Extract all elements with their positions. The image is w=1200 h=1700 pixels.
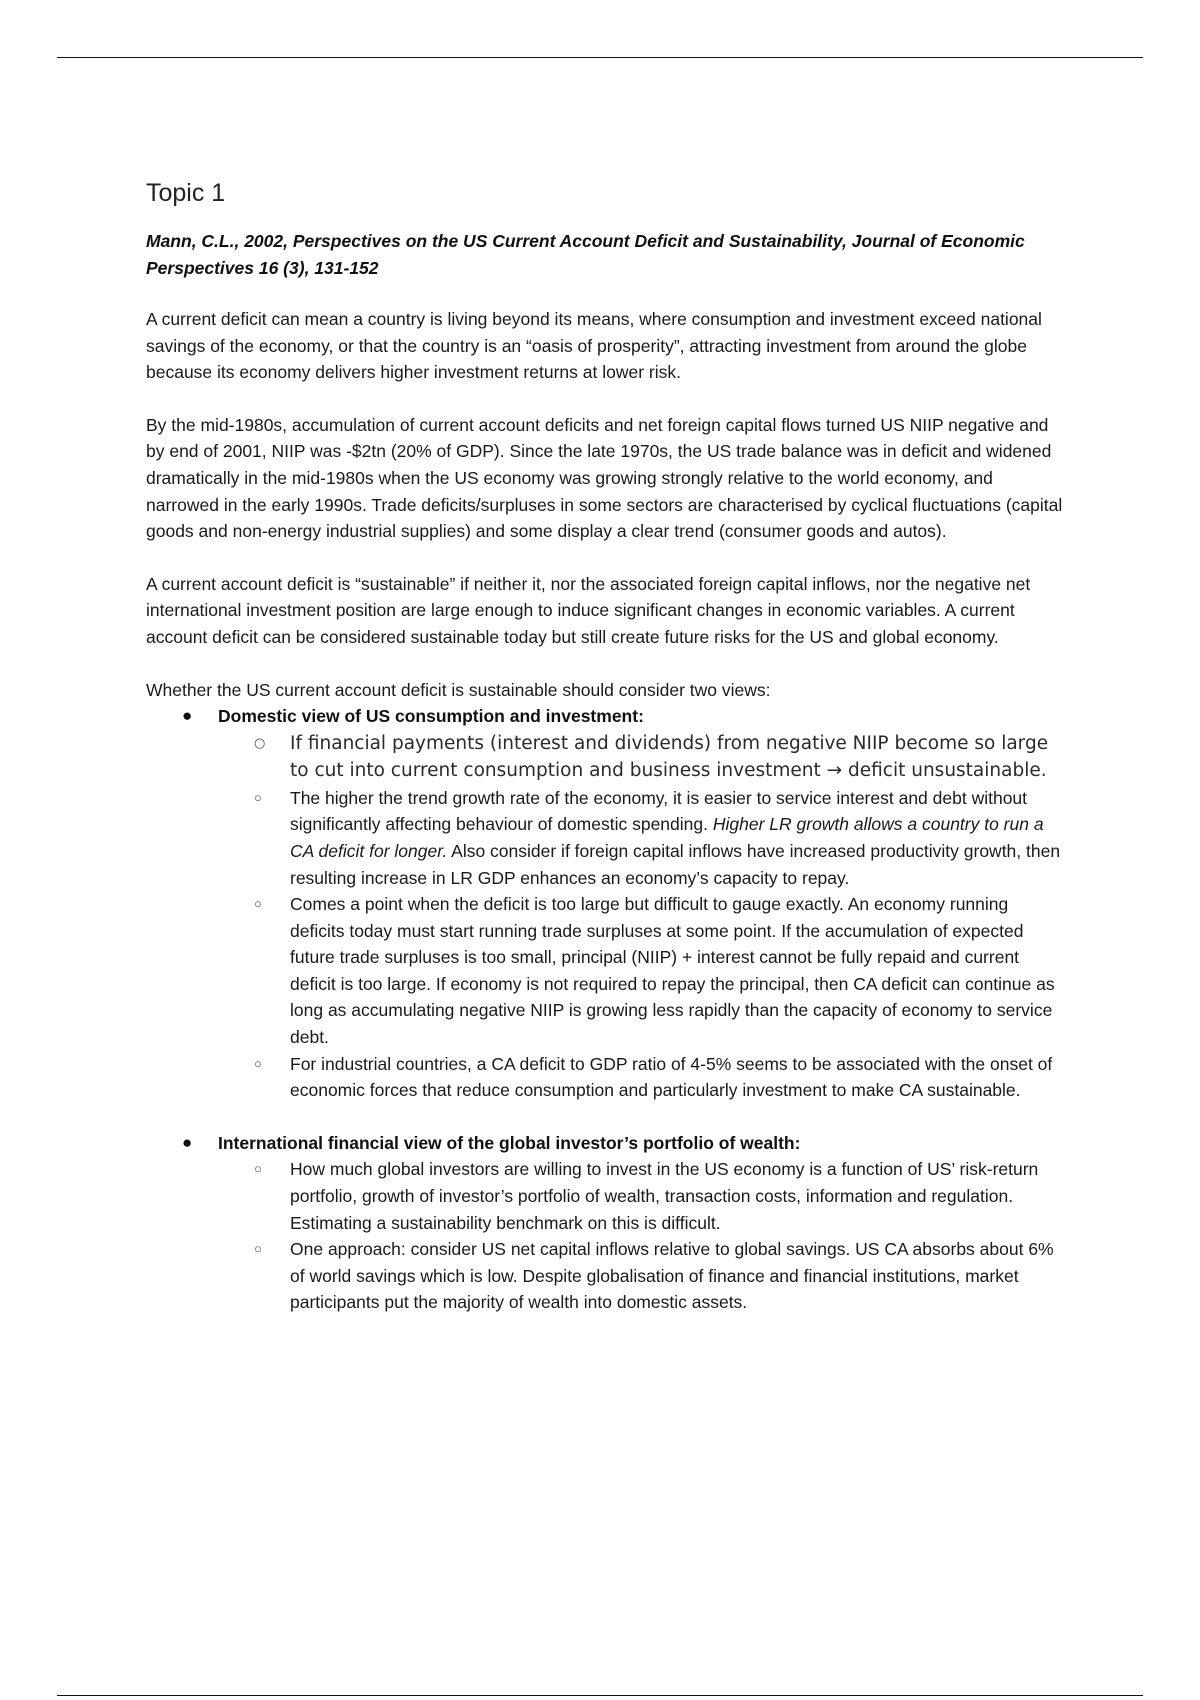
list-item (218, 1156, 1066, 1236)
paragraph-history: By the mid-1980s, accumulation of current account deficits and net foreign capital flows turned US NIIP negative and by end of 2001, NIIP was -$2tn (20% of GDP). Since the late 1970s, the US trade balance was in deficit and widened dramatically in the mid-1980s when the US economy was growing strongly relative to the world economy, and narrowed in the early 1990s. Trade deficits/surpluses in some sectors are characterised by cyclical fluctuations (capital goods and non-energy industrial supplies) and some display a clear trend (consumer goods and autos). (146, 414, 1063, 542)
domestic-view-points (218, 730, 1066, 1104)
circle-bullet-icon: ○ (254, 1055, 262, 1071)
international-point-1: How much global investors are willing to invest in the US economy is a function of US’ risk-return portfolio, growth of investor’s portfolio of wealth, transaction costs, information and regulation. Estimating a sustainability benchmark on this is difficult. (290, 1159, 1039, 1233)
list-item (218, 785, 1066, 891)
domestic-point-3: Comes a point when the deficit is too large but difficult to gauge exactly. An economy running deficits today must start running trade surpluses at some point. If the accumulation of expected future trade surpluses is too small, principal (NIIP) + interest cannot be fully repaid and current deficit is too large. If economy is not required to repay the principal, then CA deficit can continue as long as accumulating negative NIIP is growing less rapidly than the capacity of economy to service debt. (290, 894, 1055, 1048)
domestic-view-heading: Domestic view of US consumption and investment: (218, 706, 644, 727)
circle-bullet-icon: ○ (254, 1241, 262, 1257)
paragraph-sustainable-definition: A current account deficit is “sustainable” if neither it, nor the associated foreign capital inflows, nor the negative net international investment position are large enough to induce significant changes in economic variables. A current account deficit can be considered sustainable today but still create future risks for the US and global economy. (146, 573, 1031, 647)
circle-bullet-icon: ○ (254, 735, 266, 751)
circle-bullet-icon: ○ (254, 789, 262, 805)
international-point-2: One approach: consider US net capital inflows relative to global savings. US CA absorbs about 6% of world savings which is low. Despite globalisation of finance and financial institutions, market participants put the majority of wealth into domestic assets. (290, 1239, 1054, 1313)
views-intro: Whether the US current account deficit is sustainable should consider two views: (146, 679, 771, 700)
international-view-heading: International financial view of the global investor’s portfolio of wealth: (218, 1132, 801, 1153)
list-item-international-view (146, 1130, 1066, 1316)
domestic-point-2-end: Also consider if foreign capital inflows have increased productivity growth, then resulting increase in LR GDP enhances an economy’s capacity to repay. (290, 840, 1061, 888)
views-list (146, 703, 1066, 1316)
citation: Mann, C.L., 2002, Perspectives on the US Current Account Deficit and Sustainability, Journal of Economic Perspectives 16 (3), 131-152 (146, 231, 1025, 278)
domestic-point-2-start: The higher the trend growth rate of the economy, it is easier to service interest and debt without significantly affecting behaviour of domestic spending. (290, 787, 1028, 835)
document-body (146, 176, 1066, 1316)
domestic-point-1: If financial payments (interest and dividends) from negative NIIP become so large to cut into current consumption and business investment → deficit unsustainable. (290, 732, 1049, 782)
top-rule (57, 57, 1143, 58)
domestic-point-2-emphasis: Higher LR growth allows a country to run a CA deficit for longer. (290, 814, 1044, 861)
paragraph-intro: A current deficit can mean a country is living beyond its means, where consumption and investment exceed national savings of the economy, or that the country is an “oasis of prosperity”, attracting investment from around the globe because its economy delivers higher investment returns at lower risk. (146, 309, 1042, 383)
list-item (218, 1236, 1066, 1316)
domestic-point-4: For industrial countries, a CA deficit to GDP ratio of 4-5% seems to be associated with the onset of economic forces that reduce consumption and particularly investment to make CA sustainable. (290, 1053, 1053, 1101)
bottom-rule (57, 1695, 1143, 1696)
bullet-icon: ● (182, 706, 193, 726)
international-view-points (218, 1156, 1066, 1316)
circle-bullet-icon: ○ (254, 896, 262, 912)
list-item-domestic-view (146, 703, 1066, 1104)
list-item (218, 730, 1066, 785)
list-item (218, 891, 1066, 1051)
bullet-icon: ● (182, 1132, 193, 1152)
list-item (218, 1051, 1066, 1104)
page-title: Topic 1 (146, 179, 226, 207)
circle-bullet-icon: ○ (254, 1161, 262, 1177)
